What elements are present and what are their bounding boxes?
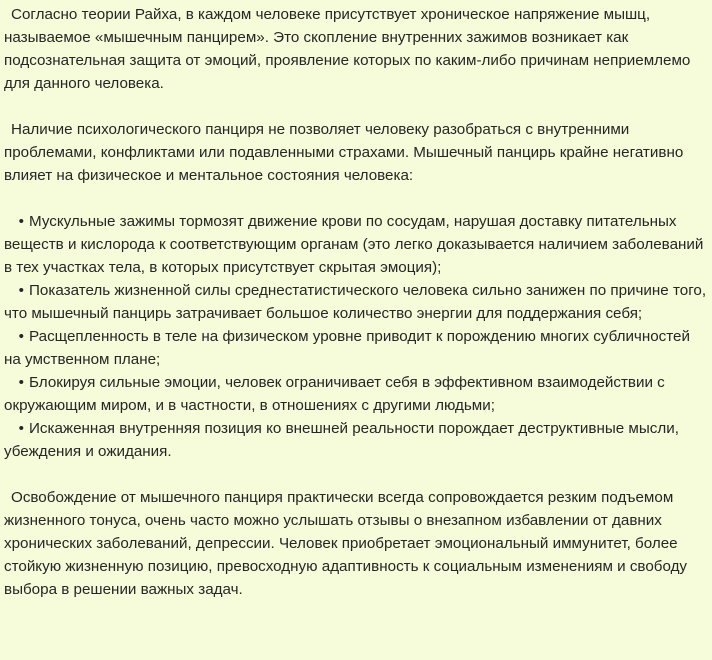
bullet-icon: •: [18, 420, 24, 437]
list-item-text: Расщепленность в теле на физическом уровне приводит к порождению многих субличностей на умственном плане;: [4, 328, 690, 368]
list-item-text: Искаженная внутренняя позиция ко внешней реальности порождает деструктивные мысли, убеждения и ожидания.: [4, 420, 679, 460]
list-item-text: Показатель жизненной силы среднестатистического человека сильно занижен по причине того, что мышечный панцирь затрачивает большое количество энергии для поддержания себя;: [4, 282, 707, 322]
intro-paragraph: Согласно теории Райха, в каждом человеке присутствует хроническое напряжение мышц, называемое «мышечным панцирем». Это скопление внутренних зажимов возникает как подсознательная защита от эмоций, проявление которых по каким-либо причинам неприемлемо для данного человека.: [4, 6, 691, 92]
bullet-icon: •: [18, 213, 24, 230]
bullet-icon: •: [18, 328, 24, 345]
list-item-text: Мускульные зажимы тормозят движение крови по сосудам, нарушая доставку питательных веществ и кислорода к соответствующим органам (это легко доказывается наличием заболеваний в тех участках тела, в которых присутствует скрытая эмоция);: [4, 213, 704, 276]
list-item: [4, 417, 708, 463]
paragraph-spacer: [4, 187, 708, 210]
conclusion-paragraph: Освобождение от мышечного панциря практически всегда сопровождается резким подъемом жизненного тонуса, очень часто можно услышать отзывы о внезапном избавлении от давних хронических заболеваний, депрессии. Человек приобретает эмоциональный иммунитет, более стойкую жизненную позицию, превосходную адаптивность к социальным изменениям и свободу выбора в решении важных задач.: [4, 489, 688, 598]
paragraph-spacer: [4, 95, 708, 118]
list-item: [4, 325, 708, 371]
effects-list: [4, 210, 708, 463]
armor-effects-paragraph: Наличие психологического панциря не позволяет человеку разобраться с внутренними проблемами, конфликтами или подавленными страхами. Мышечный панцирь крайне негативно влияет на физическое и ментальное состояния человека:: [4, 121, 684, 184]
bullet-icon: •: [18, 282, 24, 299]
list-item: [4, 279, 708, 325]
list-item: [4, 210, 708, 279]
list-item: [4, 371, 708, 417]
list-item-text: Блокируя сильные эмоции, человек ограничивает себя в эффективном взаимодействии с окружающим миром, и в частности, в отношениях с другими людьми;: [4, 374, 665, 414]
bullet-icon: •: [18, 374, 24, 391]
paragraph-spacer: [4, 463, 708, 486]
